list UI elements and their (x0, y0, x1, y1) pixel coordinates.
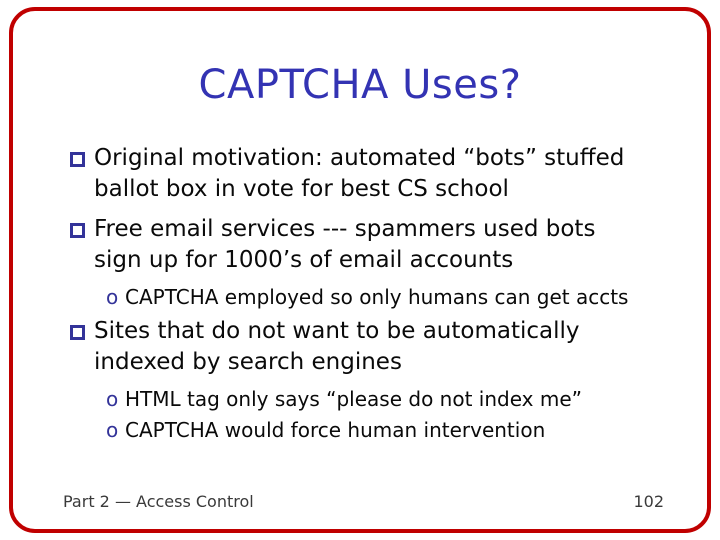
bullet-item (70, 143, 695, 205)
slide-title: CAPTCHA Uses? (198, 62, 522, 108)
sub-bullet-item (106, 285, 695, 310)
sub-bullet-line: HTML tag only says “please do not index me” (125, 387, 582, 411)
circle-bullet-icon: o (106, 387, 119, 411)
bullet-item (70, 316, 695, 378)
bullet-line: sign up for 1000’s of email accounts (94, 247, 514, 273)
bullet-line: ballot box in vote for best CS school (94, 176, 509, 202)
bullet-line: Sites that do not want to be automatically (94, 318, 580, 344)
sub-bullet-line: CAPTCHA employed so only humans can get accts (125, 285, 629, 309)
bullet-item (70, 214, 695, 276)
circle-bullet-icon: o (106, 285, 119, 309)
bullet-line: indexed by search engines (94, 349, 402, 375)
sub-bullet-item (106, 387, 695, 412)
page-number: 102 (633, 492, 664, 511)
bullet-line: Original motivation: automated “bots” stuffed (94, 145, 625, 171)
square-bullet-icon (70, 325, 85, 340)
square-bullet-icon (70, 223, 85, 238)
bullet-list (70, 143, 695, 449)
sub-bullet-line: CAPTCHA would force human intervention (125, 418, 546, 442)
sub-bullet-item (106, 418, 695, 443)
footer (63, 492, 664, 511)
bullet-line: Free email services --- spammers used bots (94, 216, 596, 242)
square-bullet-icon (70, 152, 85, 167)
footer-section-label: Part 2 — Access Control (63, 492, 254, 511)
circle-bullet-icon: o (106, 418, 119, 442)
